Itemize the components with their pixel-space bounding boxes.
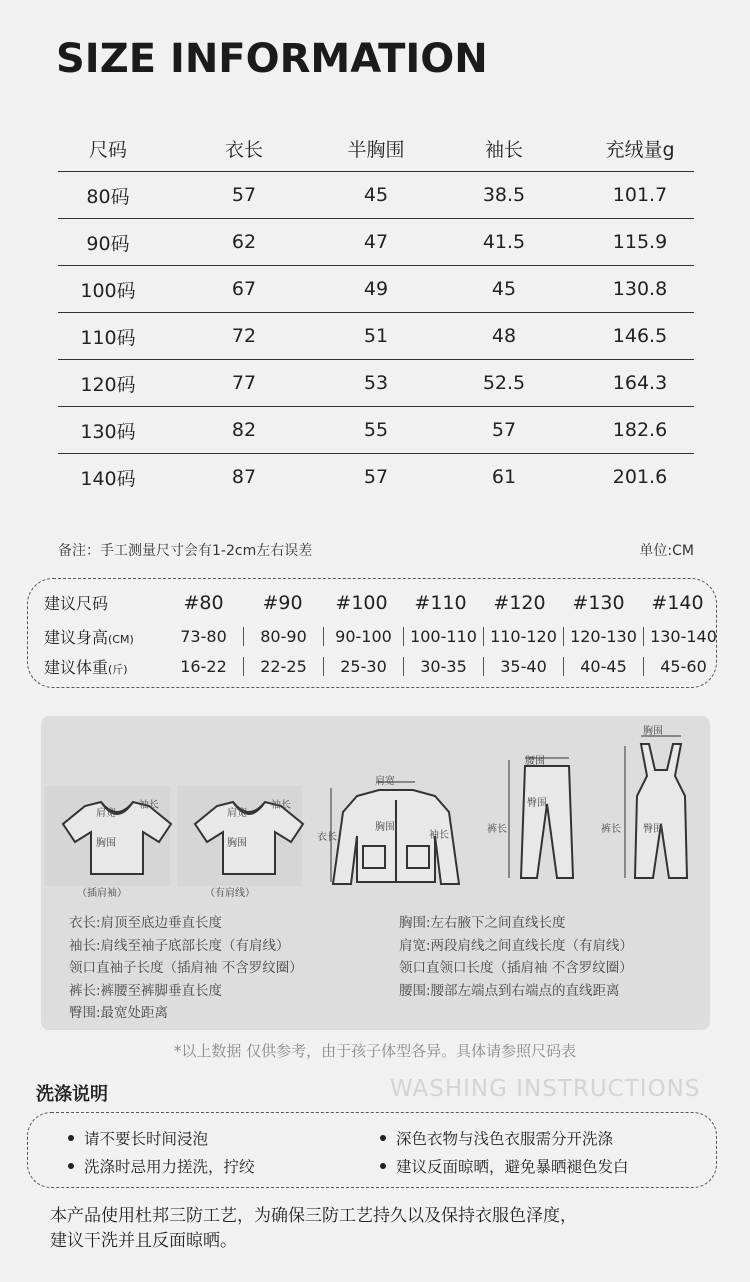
table-cell: 52.5 xyxy=(482,372,526,394)
label-shoulder: 肩宽 xyxy=(227,808,247,819)
table-cell: 61 xyxy=(491,466,517,488)
bullet-icon xyxy=(380,1163,386,1169)
recommend-height: 130-140 xyxy=(643,627,723,646)
table-row xyxy=(58,313,694,360)
table-cell: 57 xyxy=(363,466,389,488)
recommend-weight-label xyxy=(44,655,164,678)
pants-icon xyxy=(509,758,573,878)
table-row xyxy=(58,407,694,454)
table-cell: 140码 xyxy=(80,467,136,490)
table-cell: 90码 xyxy=(86,232,130,255)
washing-item xyxy=(68,1127,208,1149)
label-sleeve: 袖长 xyxy=(429,830,449,841)
washing-item-text: 建议反面晾晒，避免暴晒褪色发白 xyxy=(396,1158,629,1176)
table-cell: 53 xyxy=(363,372,389,394)
table-cell: 182.6 xyxy=(612,419,668,441)
recommend-weight: 25-30 xyxy=(323,657,403,676)
table-cell: 80码 xyxy=(86,185,130,208)
bullet-icon xyxy=(380,1135,386,1141)
measurement-panel xyxy=(41,716,710,1030)
table-cell: 110码 xyxy=(80,326,136,349)
recommend-height: 80-90 xyxy=(243,627,323,646)
bullet-icon xyxy=(68,1135,74,1141)
label-sleeve: 袖长 xyxy=(271,800,291,811)
recommend-height-label xyxy=(44,625,164,648)
recommend-weight: 16-22 xyxy=(180,656,227,676)
footer-line: 建议干洗并且反面晾晒。 xyxy=(50,1231,237,1251)
height-unit: (CM) xyxy=(108,632,134,646)
legend-item: 胸围:左右腋下之间直线长度 xyxy=(399,915,566,931)
label-waist: 腰围 xyxy=(525,756,545,767)
label-hip: 臀围 xyxy=(527,798,547,809)
recommend-size-label: 建议尺码 xyxy=(44,594,109,613)
legend-item: 领口直领口长度（插肩袖 不含罗纹圈） xyxy=(399,960,633,976)
washing-title: 洗涤说明 xyxy=(36,1084,108,1105)
label-shoulder: 肩宽 xyxy=(375,776,395,787)
table-cell: 41.5 xyxy=(482,231,526,253)
table-header-cell: 尺码 xyxy=(88,138,127,161)
recommend-box xyxy=(27,578,717,688)
recommend-size: #140 xyxy=(651,591,704,614)
recommend-weight: 30-35 xyxy=(403,657,483,676)
height-label-text: 建议身高 xyxy=(44,627,109,647)
recommend-weight: 45-60 xyxy=(643,657,723,676)
recommend-weight-row xyxy=(44,653,723,679)
table-header-row xyxy=(58,125,694,172)
footer-line: 本产品使用杜邦三防工艺，为确保三防工艺持久以及保持衣服色泽度， xyxy=(50,1206,577,1226)
table-cell: 130码 xyxy=(80,420,136,443)
legend-item: 衣长:肩顶至底边垂直长度 xyxy=(69,915,223,931)
table-cell: 55 xyxy=(363,419,389,441)
table-cell: 72 xyxy=(231,325,257,347)
table-cell: 201.6 xyxy=(612,466,668,488)
washing-item-text: 请不要长时间浸泡 xyxy=(84,1130,209,1148)
disclaimer: *以上数据 仅供参考，由于孩子体型各异。具体请参照尺码表 xyxy=(173,1042,577,1060)
washing-item-text: 深色衣物与浅色衣服需分开洗涤 xyxy=(396,1130,614,1148)
washing-item xyxy=(380,1155,629,1177)
recommend-height: 90-100 xyxy=(323,627,403,646)
label-sleeve: 袖长 xyxy=(139,800,159,811)
washing-title-en: WASHING INSTRUCTIONS xyxy=(390,1076,701,1102)
recommend-size: #110 xyxy=(414,591,467,614)
page-title: SIZE INFORMATION xyxy=(56,36,488,82)
unit-label: 单位:CM xyxy=(639,543,694,559)
weight-unit: (斤) xyxy=(108,662,128,676)
table-header-cell: 衣长 xyxy=(224,138,263,161)
recommend-weight: 40-45 xyxy=(563,657,643,676)
recommend-size: #80 xyxy=(183,591,224,614)
table-cell: 77 xyxy=(231,372,257,394)
label-shoulder: 肩宽 xyxy=(96,808,116,819)
recommend-height: 100-110 xyxy=(403,627,483,646)
legend-item: 臀围:最宽处距离 xyxy=(69,1005,169,1021)
label-chest: 胸围 xyxy=(96,838,116,849)
legend-item: 裤长:裤腰至裤脚垂直长度 xyxy=(69,982,223,999)
recommend-size: #120 xyxy=(493,591,546,614)
table-cell: 45 xyxy=(363,184,389,206)
table-cell: 48 xyxy=(491,325,517,347)
label-pants-length: 裤长 xyxy=(601,824,621,835)
label-chest: 胸围 xyxy=(375,822,395,833)
table-header-cell: 半胸围 xyxy=(347,138,405,161)
legend-item: 领口直袖子长度（插肩袖 不含罗纹圈） xyxy=(69,960,303,976)
washing-item xyxy=(380,1127,613,1149)
table-header-cell: 充绒量g xyxy=(605,138,675,161)
table-cell: 57 xyxy=(491,419,517,441)
table-cell: 120码 xyxy=(80,373,136,396)
table-row xyxy=(58,219,694,266)
recommend-weight: 35-40 xyxy=(483,657,563,676)
table-cell: 101.7 xyxy=(612,184,668,206)
table-cell: 115.9 xyxy=(612,231,668,253)
table-cell: 57 xyxy=(231,184,257,206)
table-cell: 62 xyxy=(231,231,257,253)
size-table xyxy=(58,125,694,500)
table-header-cell: 袖长 xyxy=(484,138,523,161)
bullet-icon xyxy=(68,1163,74,1169)
washing-box xyxy=(27,1112,717,1188)
weight-label-text: 建议体重 xyxy=(44,657,109,677)
table-row xyxy=(58,172,694,219)
recommend-size-row xyxy=(44,591,717,614)
legend-item: 腰围:腰部左端点到右端点的直线距离 xyxy=(399,982,620,999)
table-cell: 67 xyxy=(231,278,257,300)
label-raglan: （插肩袖） xyxy=(77,888,127,899)
label-chest: 胸围 xyxy=(227,838,247,849)
table-row xyxy=(58,360,694,407)
recommend-height: 110-120 xyxy=(483,627,563,646)
legend-item: 肩宽:两段肩线之间直线长度（有肩线） xyxy=(399,937,634,954)
table-row xyxy=(58,454,694,500)
table-cell: 51 xyxy=(363,325,389,347)
recommend-height-row xyxy=(44,623,723,649)
recommend-height: 120-130 xyxy=(563,627,643,646)
table-cell: 82 xyxy=(231,419,257,441)
recommend-size: #100 xyxy=(335,591,388,614)
washing-item-text: 洗涤时忌用力搓洗，拧绞 xyxy=(84,1158,255,1176)
table-cell: 130.8 xyxy=(612,278,668,300)
label-hip: 臀围 xyxy=(643,824,663,835)
recommend-size: #130 xyxy=(572,591,625,614)
table-cell: 49 xyxy=(363,278,389,300)
table-cell: 38.5 xyxy=(482,184,526,206)
footer-note xyxy=(50,1204,577,1254)
legend-item: 袖长:肩线至袖子底部长度（有肩线） xyxy=(69,937,290,954)
table-row xyxy=(58,266,694,313)
table-cell: 47 xyxy=(363,231,389,253)
washing-item xyxy=(68,1155,255,1177)
table-cell: 146.5 xyxy=(612,325,668,347)
table-cell: 100码 xyxy=(80,279,136,302)
label-set-in: （有肩线） xyxy=(205,888,255,899)
table-cell: 164.3 xyxy=(612,372,668,394)
table-cell: 87 xyxy=(231,466,257,488)
legend-right xyxy=(399,912,633,1002)
recommend-weight: 22-25 xyxy=(243,657,323,676)
legend-left xyxy=(69,912,303,1025)
label-pants-length: 裤长 xyxy=(487,824,507,835)
recommend-height: 73-80 xyxy=(180,626,227,646)
label-chest: 胸围 xyxy=(643,726,663,737)
overalls-icon xyxy=(625,736,687,878)
measurement-note: 备注：手工测量尺寸会有1-2cm左右误差 xyxy=(58,543,313,559)
label-length: 衣长 xyxy=(317,832,337,843)
table-cell: 45 xyxy=(491,278,517,300)
recommend-size: #90 xyxy=(262,591,303,614)
